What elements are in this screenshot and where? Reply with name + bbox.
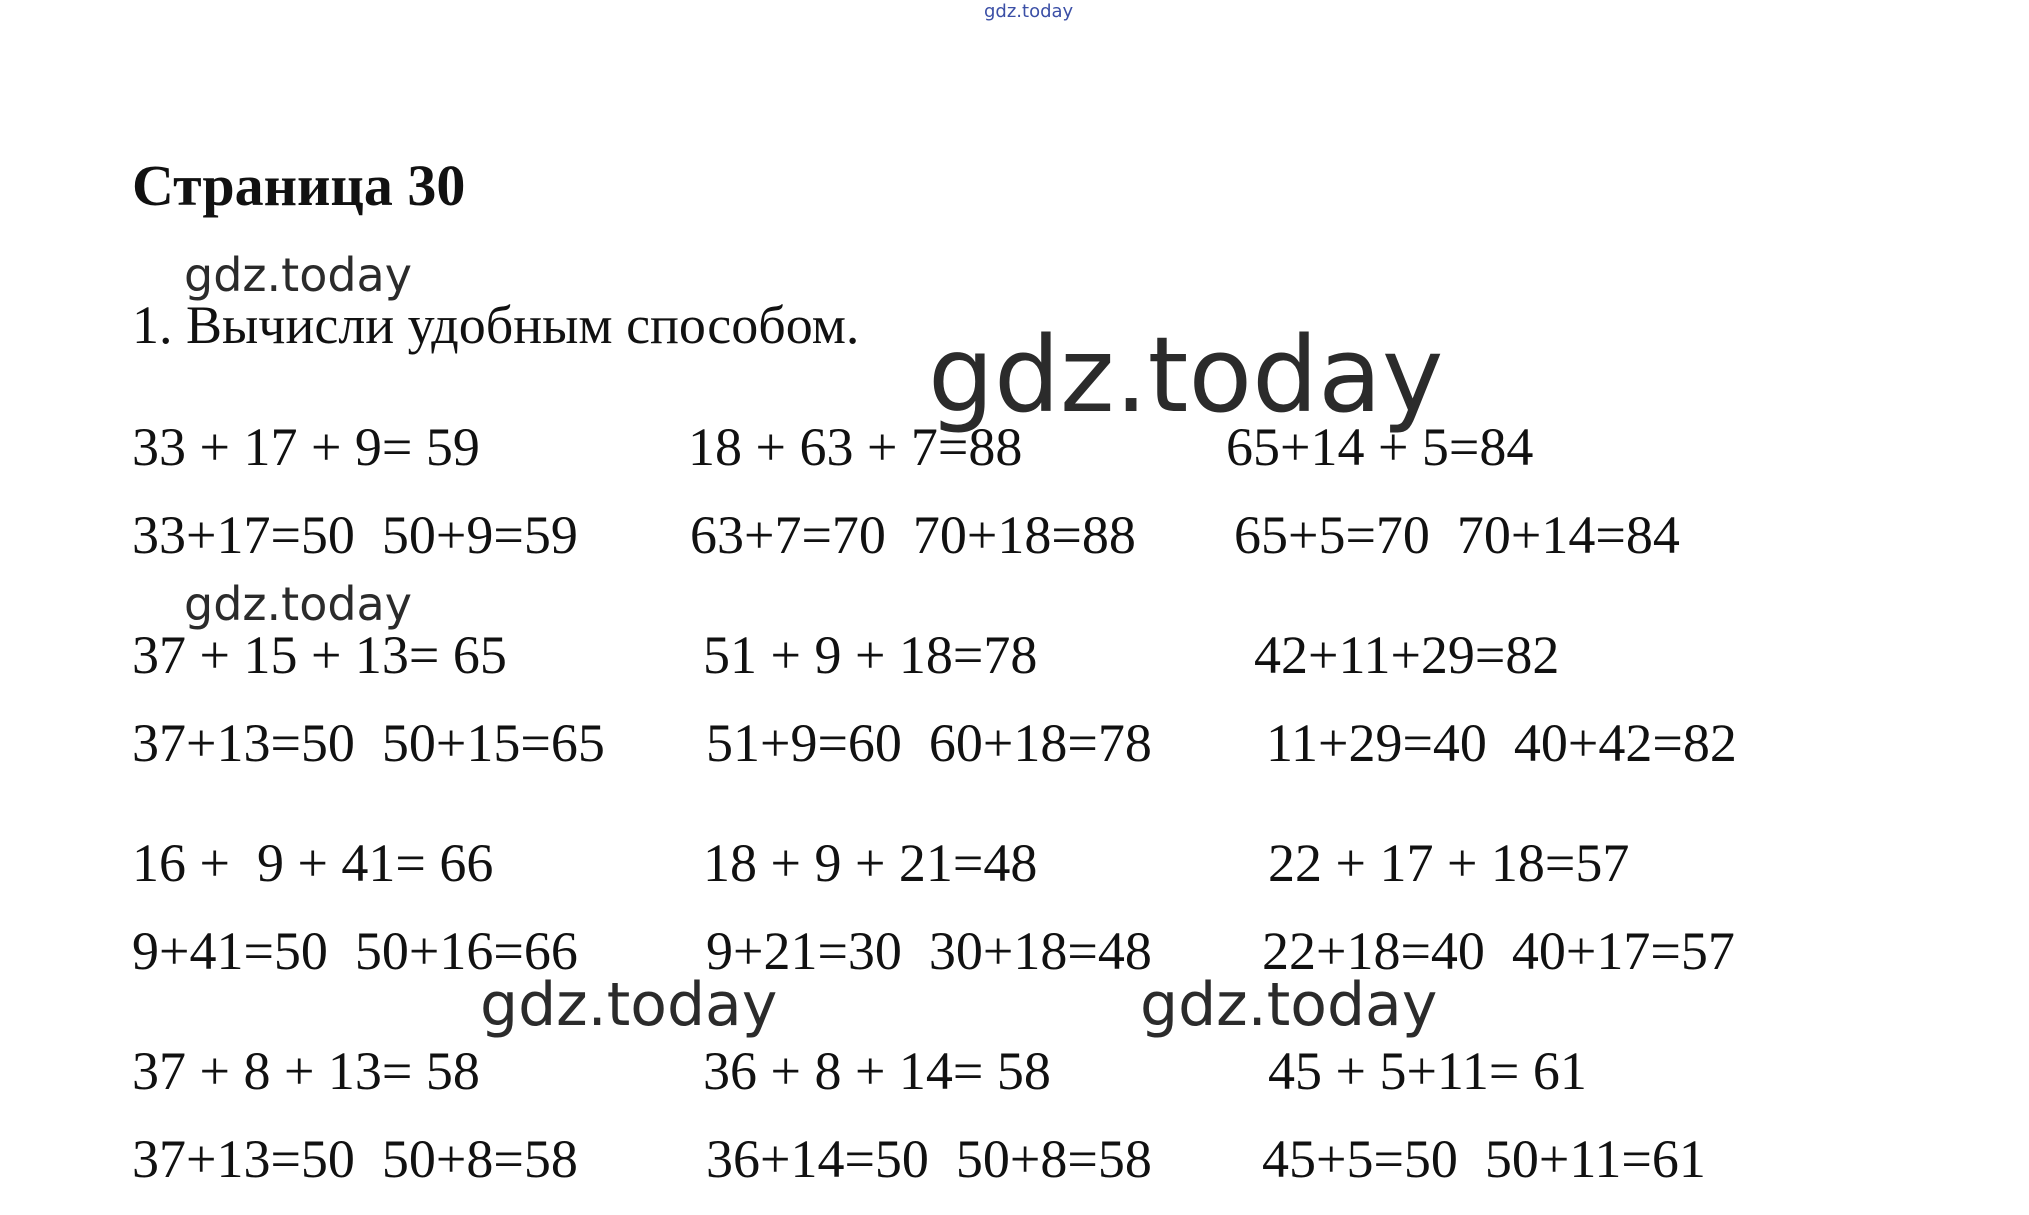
problem-expression: 33 + 17 + 9= 59: [132, 417, 480, 477]
solution-steps: 37+13=50 50+15=65: [132, 713, 605, 773]
problem-expression: 18 + 63 + 7=88: [688, 417, 1023, 477]
watermark: gdz.today: [1140, 970, 1438, 1040]
solution-steps: 9+21=30 30+18=48: [706, 921, 1152, 981]
watermark: gdz.today: [480, 970, 778, 1040]
problem-expression: 22 + 17 + 18=57: [1268, 833, 1630, 893]
problem-expression: 16 + 9 + 41= 66: [132, 833, 494, 893]
problem-expression: 65+14 + 5=84: [1226, 417, 1534, 477]
solution-steps: 37+13=50 50+8=58: [132, 1129, 578, 1189]
solution-steps: 9+41=50 50+16=66: [132, 921, 578, 981]
problem-expression: 18 + 9 + 21=48: [703, 833, 1038, 893]
solution-steps: 63+7=70 70+18=88: [690, 505, 1136, 565]
solution-steps: 65+5=70 70+14=84: [1234, 505, 1680, 565]
solution-steps: 36+14=50 50+8=58: [706, 1129, 1152, 1189]
problem-expression: 51 + 9 + 18=78: [703, 625, 1038, 685]
watermark-large: gdz.today: [928, 314, 1444, 436]
task-title: 1. Вычисли удобным способом.: [132, 295, 860, 355]
solution-steps: 51+9=60 60+18=78: [706, 713, 1152, 773]
problem-expression: 37 + 8 + 13= 58: [132, 1041, 480, 1101]
problem-expression: 45 + 5+11= 61: [1268, 1041, 1587, 1101]
watermark: gdz.today: [184, 248, 412, 302]
problem-expression: 42+11+29=82: [1254, 625, 1560, 685]
solution-steps: 11+29=40 40+42=82: [1266, 713, 1737, 773]
problem-expression: 36 + 8 + 14= 58: [703, 1041, 1051, 1101]
page-title: Страница 30: [132, 153, 466, 218]
watermark-top: gdz.today: [984, 1, 1074, 22]
solution-steps: 45+5=50 50+11=61: [1262, 1129, 1706, 1189]
problem-expression: 37 + 15 + 13= 65: [132, 625, 507, 685]
solution-steps: 22+18=40 40+17=57: [1262, 921, 1735, 981]
solution-steps: 33+17=50 50+9=59: [132, 505, 578, 565]
watermark: gdz.today: [184, 577, 412, 631]
